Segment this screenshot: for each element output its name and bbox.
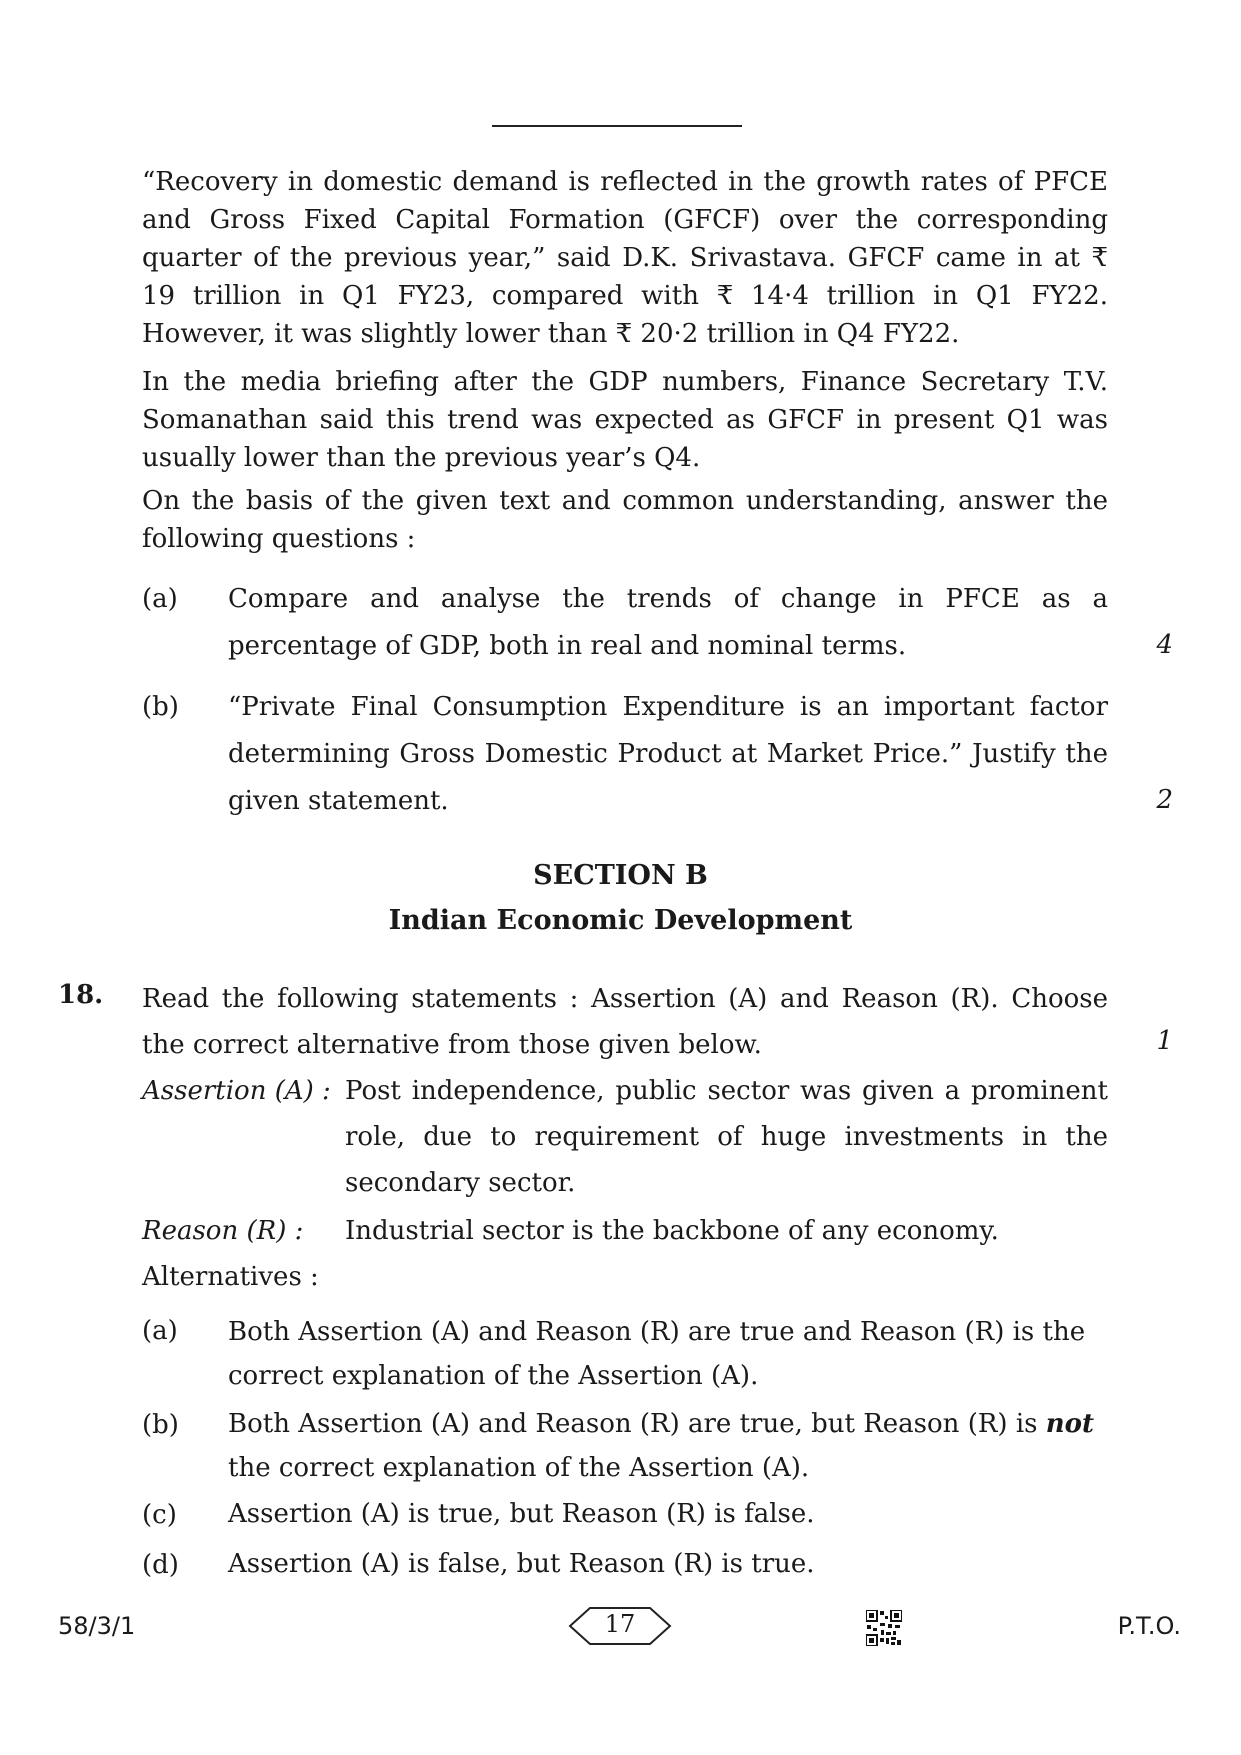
q17-a-letter: (a) <box>142 584 178 614</box>
reason-label: Reason (R) : <box>142 1216 304 1246</box>
option-b-emphasis: not <box>1045 1409 1095 1439</box>
q17-b-marks: 2 <box>1156 785 1173 815</box>
please-turn-over: P.T.O. <box>1117 1612 1181 1640</box>
paper-code: 58/3/1 <box>58 1612 136 1640</box>
assertion-text: Post independence, public sector was given a prominent role, due to requirement of huge investments in the secondary sector. <box>345 1076 1108 1198</box>
reason-text: Industrial sector is the backbone of any economy. <box>345 1216 999 1246</box>
option-a-text: Both Assertion (A) and Reason (R) are true and Reason (R) is the correct explanation of the Assertion (A). <box>228 1317 1086 1391</box>
top-divider <box>492 125 742 127</box>
alternatives-label: Alternatives : <box>142 1262 319 1292</box>
passage-paragraph-1: “Recovery in domestic demand is reflected in the growth rates of PFCE and Gross Fixed Capital Formation (GFCF) over the corresponding quarter of the previous year,” said D.K. Srivastava. GFCF came in at ₹ 19 trillion in Q1 FY23, compared with ₹ 14·4 trillion in Q1 FY22. However, it was slightly lower than ₹ 20·2 trillion in Q4 FY22. <box>142 167 1108 349</box>
option-c-letter: (c) <box>142 1500 177 1530</box>
option-a-letter: (a) <box>142 1316 178 1346</box>
option-b-text-pre: Both Assertion (A) and Reason (R) are true, but Reason (R) is <box>228 1409 1046 1439</box>
question-number: 18. <box>58 980 104 1010</box>
q18-stem: Read the following statements : Assertion (A) and Reason (R). Choose the correct alternative from those given below. <box>142 984 1108 1060</box>
passage-paragraph-2: In the media briefing after the GDP numbers, Finance Secretary T.V. Somanathan said this trend was expected as GFCF in present Q1 was usually lower than the previous year’s Q4. <box>142 367 1108 473</box>
section-title: SECTION B <box>533 860 708 891</box>
q17-a-text: Compare and analyse the trends of change in PFCE as a percentage of GDP, both in real and nominal terms. <box>228 584 1108 661</box>
assertion-label: Assertion (A) : <box>142 1076 331 1106</box>
option-d-text: Assertion (A) is false, but Reason (R) is true. <box>228 1549 815 1579</box>
qr-code-icon <box>866 1610 902 1646</box>
q17-b-text: “Private Final Consumption Expenditure is an important factor determining Gross Domestic Product at Market Price.” Justify the given statement. <box>228 692 1108 816</box>
q17-b-letter: (b) <box>142 692 179 722</box>
q18-marks: 1 <box>1156 1026 1173 1056</box>
q17-a-marks: 4 <box>1156 630 1173 660</box>
passage-paragraph-3: On the basis of the given text and common understanding, answer the following questions : <box>142 486 1108 554</box>
option-d-letter: (d) <box>142 1550 179 1580</box>
page-number: 17 <box>604 1610 636 1638</box>
option-b-text-post: the correct explanation of the Assertion (A). <box>228 1453 810 1483</box>
option-b-text <box>228 1402 1108 1490</box>
option-c-text: Assertion (A) is true, but Reason (R) is false. <box>228 1499 815 1529</box>
option-b-letter: (b) <box>142 1410 179 1440</box>
section-subtitle: Indian Economic Development <box>388 905 853 936</box>
